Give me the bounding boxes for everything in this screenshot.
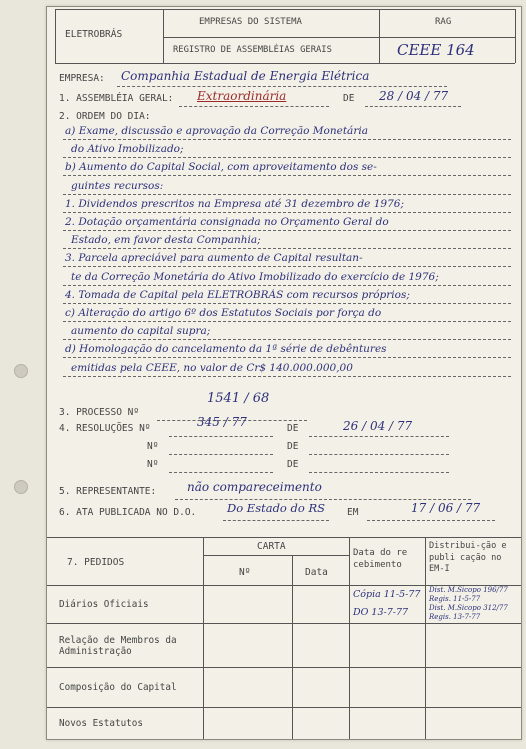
ordem-item: 4. Tomada de Capital pela ELETROBRÁS com recursos próprios; bbox=[65, 288, 410, 301]
ordem-item: 3. Parcela apreciável para aumento de Capital resultan- bbox=[65, 252, 363, 265]
code-value: CEEE 164 bbox=[397, 41, 475, 59]
rule bbox=[515, 9, 516, 63]
rule bbox=[203, 555, 349, 556]
pedido-name: Relação de Membros da Administração bbox=[59, 635, 177, 657]
ordem-item: b) Aumento do Capital Social, com aproveitamento dos se- bbox=[65, 161, 377, 174]
fill-line bbox=[63, 139, 511, 140]
assembleia-type: Extraordinária bbox=[197, 89, 287, 103]
pedido-name: Composição do Capital bbox=[59, 682, 177, 693]
pedido-name: Diários Oficiais bbox=[59, 599, 149, 610]
fill-line bbox=[63, 376, 511, 377]
resolucoes-label: 4. RESOLUÇÕES Nº bbox=[59, 423, 151, 434]
fill-line bbox=[63, 357, 511, 358]
form-subtitle: REGISTRO DE ASSEMBLÉIAS GERAIS bbox=[173, 45, 332, 55]
rule bbox=[203, 537, 204, 739]
fill-line bbox=[309, 472, 449, 473]
company-logo: ELETROBRÁS bbox=[65, 29, 123, 40]
ordem-label: 2. ORDEM DO DIA: bbox=[59, 111, 151, 122]
fill-line bbox=[63, 321, 511, 322]
carta-data-col: Data bbox=[305, 567, 328, 578]
fill-line bbox=[63, 175, 511, 176]
rule bbox=[425, 537, 426, 739]
fill-line bbox=[117, 86, 447, 87]
ordem-item: c) Alteração do artigo 6º dos Estatutos Sociais por força do bbox=[65, 307, 382, 319]
resolucao-de-label: DE bbox=[287, 459, 299, 470]
fill-line bbox=[365, 106, 461, 107]
distribuicao-col: Distribui-ção e publi cação no EM-I bbox=[429, 541, 507, 574]
ata-value: Do Estado do RS bbox=[227, 501, 325, 515]
ordem-item: 1. Dividendos prescritos na Empresa até 31 dezembro de 1976; bbox=[65, 197, 404, 210]
form-sheet bbox=[46, 6, 522, 740]
rule bbox=[292, 555, 293, 739]
form-title: EMPRESAS DO SISTEMA bbox=[199, 17, 302, 27]
punch-hole bbox=[14, 480, 28, 494]
resolucao-de-label: DE bbox=[287, 441, 299, 452]
fill-line bbox=[63, 212, 511, 213]
resolucao-no-label: Nº bbox=[147, 459, 159, 470]
rule bbox=[55, 63, 515, 64]
assembleia-label: 1. ASSEMBLÉIA GERAL: bbox=[59, 93, 174, 104]
resolucao-numero: 345 / 77 bbox=[197, 415, 247, 429]
processo-label: 3. PROCESSO Nº bbox=[59, 407, 140, 418]
fill-line bbox=[175, 499, 471, 500]
fill-line bbox=[179, 106, 329, 107]
fill-line bbox=[63, 303, 511, 304]
fill-line bbox=[63, 230, 511, 231]
ordem-item: do Ativo Imobilizado; bbox=[71, 143, 184, 156]
ata-label: 6. ATA PUBLICADA NO D.O. bbox=[59, 507, 197, 518]
assembleia-date: 28 / 04 / 77 bbox=[379, 89, 449, 103]
pedido-distribuicao: Regis. 11-5-77 bbox=[429, 595, 481, 603]
ata-em-label: EM bbox=[347, 507, 359, 518]
rule bbox=[349, 537, 350, 739]
ata-date: 17 / 06 / 77 bbox=[411, 501, 481, 515]
resolucao-de-label: DE bbox=[287, 423, 299, 434]
rule bbox=[47, 537, 521, 538]
fill-line bbox=[309, 436, 449, 437]
pedido-recebimento: Cópia 11-5-77 bbox=[353, 589, 421, 600]
empresa-label: EMPRESA: bbox=[59, 73, 105, 84]
pedido-name: Novos Estatutos bbox=[59, 718, 143, 729]
punch-hole bbox=[14, 364, 28, 378]
processo-value: 1541 / 68 bbox=[207, 391, 270, 406]
ordem-item: emitidas pela CEEE, no valor de Cr$ 140.000.000,00 bbox=[71, 361, 353, 374]
rule bbox=[47, 667, 521, 668]
fill-line bbox=[63, 194, 511, 195]
rule bbox=[55, 9, 56, 63]
ordem-item: a) Exame, discussão e aprovação da Correção Monetária bbox=[65, 125, 368, 137]
ordem-item: guintes recursos: bbox=[71, 179, 164, 192]
fill-line bbox=[169, 436, 273, 437]
fill-line bbox=[223, 520, 329, 521]
fill-line bbox=[169, 454, 273, 455]
fill-line bbox=[63, 248, 511, 249]
code-label: RAG bbox=[435, 17, 452, 27]
fill-line bbox=[63, 339, 511, 340]
ordem-item: d) Homologação do cancelamento da 1ª série de debêntures bbox=[65, 343, 387, 356]
fill-line bbox=[63, 157, 511, 158]
pedido-recebimento: DO 13-7-77 bbox=[353, 607, 409, 618]
resolucao-no-label: Nº bbox=[147, 441, 159, 452]
recebimento-col: Data do re cebimento bbox=[353, 548, 408, 570]
rule bbox=[163, 37, 515, 38]
pedidos-label: 7. PEDIDOS bbox=[67, 557, 125, 568]
fill-line bbox=[169, 472, 273, 473]
pedido-distribuicao: Dist. M.Sicopo 312/77 bbox=[429, 604, 508, 612]
ordem-item: aumento do capital supra; bbox=[71, 325, 211, 338]
resolucao-data: 26 / 04 / 77 bbox=[343, 419, 413, 433]
pedido-distribuicao: Dist. M.Sicopo 196/77 bbox=[429, 586, 508, 594]
representante-value: não compareceimento bbox=[187, 480, 322, 494]
rule bbox=[55, 9, 515, 10]
carta-no-col: Nº bbox=[239, 567, 251, 578]
assembleia-de-label: DE bbox=[343, 93, 355, 104]
representante-label: 5. REPRESENTANTE: bbox=[59, 486, 157, 497]
fill-line bbox=[367, 520, 495, 521]
ordem-item: te da Correção Monetária do Ativo Imobilizado do exercício de 1976; bbox=[71, 270, 439, 283]
fill-line bbox=[63, 285, 511, 286]
carta-label: CARTA bbox=[257, 541, 286, 552]
ordem-item: 2. Dotação orçamentária consignada no Orçamento Geral do bbox=[65, 216, 389, 228]
empresa-value: Companhia Estadual de Energia Elétrica bbox=[121, 69, 370, 83]
ordem-item: Estado, em favor desta Companhia; bbox=[71, 234, 261, 247]
rule bbox=[47, 707, 521, 708]
rule bbox=[163, 9, 164, 63]
fill-line bbox=[63, 266, 511, 267]
fill-line bbox=[309, 454, 449, 455]
rule bbox=[47, 623, 521, 624]
pedido-distribuicao: Regis. 13-7-77 bbox=[429, 613, 481, 621]
rule bbox=[379, 9, 380, 63]
